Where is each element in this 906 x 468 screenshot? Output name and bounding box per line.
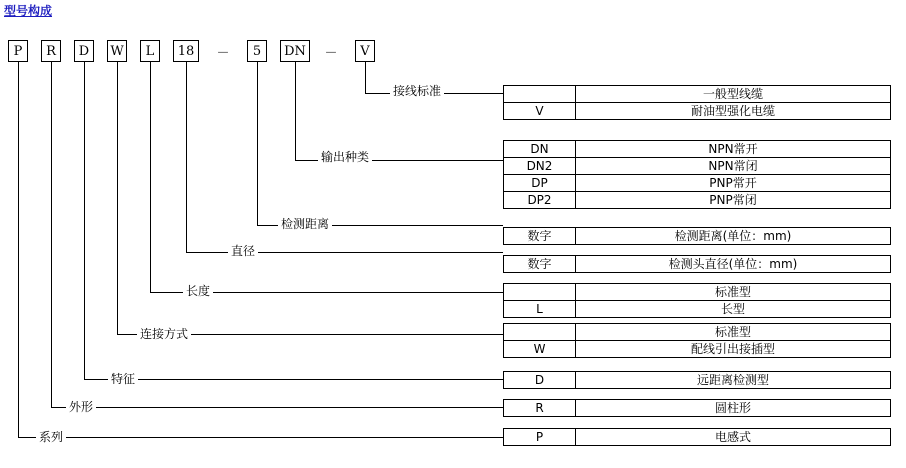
code-segment-box: 5 bbox=[247, 40, 267, 62]
option-desc-cell: NPN常开 bbox=[576, 141, 891, 158]
option-code-cell: D bbox=[504, 372, 576, 389]
leader-line-vertical bbox=[295, 62, 296, 160]
code-segment-box: DN bbox=[280, 40, 310, 62]
category-label: 连接方式 bbox=[137, 325, 191, 342]
option-code-cell: DP bbox=[504, 175, 576, 192]
code-segment-box: 18 bbox=[173, 40, 199, 62]
leader-line-vertical bbox=[84, 62, 85, 379]
code-segment-box: R bbox=[41, 40, 61, 62]
option-desc-cell: 检测头直径(单位：mm) bbox=[576, 256, 891, 273]
table-row bbox=[504, 141, 891, 158]
leader-line-vertical bbox=[365, 62, 366, 93]
option-code-cell bbox=[504, 284, 576, 301]
option-code-cell: L bbox=[504, 301, 576, 318]
category-label: 接线标准 bbox=[390, 82, 444, 99]
option-desc-cell: 耐油型强化电缆 bbox=[576, 103, 891, 120]
leader-line-vertical bbox=[18, 62, 19, 437]
table-row bbox=[504, 175, 891, 192]
option-desc-cell: 圆柱形 bbox=[576, 400, 891, 417]
table-row bbox=[504, 341, 891, 358]
option-table-feature bbox=[503, 371, 891, 389]
option-code-cell: DN2 bbox=[504, 158, 576, 175]
code-segment-box: V bbox=[355, 40, 375, 62]
option-desc-cell: PNP常开 bbox=[576, 175, 891, 192]
table-row bbox=[504, 372, 891, 389]
option-code-cell: P bbox=[504, 429, 576, 446]
table-row bbox=[504, 256, 891, 273]
option-desc-cell: 标准型 bbox=[576, 324, 891, 341]
category-label: 外形 bbox=[66, 398, 96, 415]
leader-line-horizontal bbox=[18, 437, 503, 438]
option-desc-cell: NPN常闭 bbox=[576, 158, 891, 175]
leader-line-horizontal bbox=[84, 379, 503, 380]
page-title: 型号构成 bbox=[4, 4, 53, 18]
option-desc-cell: 长型 bbox=[576, 301, 891, 318]
option-desc-cell: 配线引出接插型 bbox=[576, 341, 891, 358]
table-row bbox=[504, 400, 891, 417]
leader-line-vertical bbox=[150, 62, 151, 292]
option-code-cell bbox=[504, 86, 576, 103]
leader-line-horizontal bbox=[51, 407, 503, 408]
table-row bbox=[504, 103, 891, 120]
table-row bbox=[504, 192, 891, 209]
code-separator-dash: － bbox=[324, 45, 338, 61]
category-label: 直径 bbox=[228, 242, 258, 259]
category-label: 特征 bbox=[108, 370, 138, 387]
option-desc-cell: 检测距离(单位：mm) bbox=[576, 228, 891, 245]
option-table-wiring-standard bbox=[503, 85, 891, 120]
code-segment-box: W bbox=[107, 40, 127, 62]
option-table-length bbox=[503, 283, 891, 318]
option-code-cell: 数字 bbox=[504, 256, 576, 273]
leader-line-vertical bbox=[257, 62, 258, 225]
option-code-cell: DP2 bbox=[504, 192, 576, 209]
table-row bbox=[504, 429, 891, 446]
option-code-cell: DN bbox=[504, 141, 576, 158]
category-label: 系列 bbox=[36, 428, 66, 445]
category-label: 长度 bbox=[183, 282, 213, 299]
option-table-series bbox=[503, 428, 891, 446]
category-label: 检测距离 bbox=[278, 215, 332, 232]
code-segment-box: D bbox=[74, 40, 94, 62]
option-desc-cell: PNP常闭 bbox=[576, 192, 891, 209]
table-row bbox=[504, 324, 891, 341]
option-table-shape bbox=[503, 399, 891, 417]
table-row bbox=[504, 158, 891, 175]
leader-line-vertical bbox=[186, 62, 187, 252]
option-desc-cell: 一般型线缆 bbox=[576, 86, 891, 103]
table-row bbox=[504, 284, 891, 301]
option-desc-cell: 电感式 bbox=[576, 429, 891, 446]
leader-line-vertical bbox=[51, 62, 52, 407]
table-row bbox=[504, 86, 891, 103]
code-segment-box: P bbox=[8, 40, 28, 62]
option-desc-cell: 标准型 bbox=[576, 284, 891, 301]
option-code-cell: 数字 bbox=[504, 228, 576, 245]
option-table-head-diameter bbox=[503, 255, 891, 273]
option-table-connection-type bbox=[503, 323, 891, 358]
table-row bbox=[504, 228, 891, 245]
table-row bbox=[504, 301, 891, 318]
option-code-cell bbox=[504, 324, 576, 341]
option-table-output-type bbox=[503, 140, 891, 209]
option-desc-cell: 远距离检测型 bbox=[576, 372, 891, 389]
option-code-cell: W bbox=[504, 341, 576, 358]
code-separator-dash: － bbox=[216, 45, 230, 61]
option-table-detection-distance bbox=[503, 227, 891, 245]
leader-line-vertical bbox=[117, 62, 118, 334]
option-code-cell: V bbox=[504, 103, 576, 120]
option-code-cell: R bbox=[504, 400, 576, 417]
code-segment-box: L bbox=[140, 40, 160, 62]
category-label: 输出种类 bbox=[318, 148, 372, 165]
